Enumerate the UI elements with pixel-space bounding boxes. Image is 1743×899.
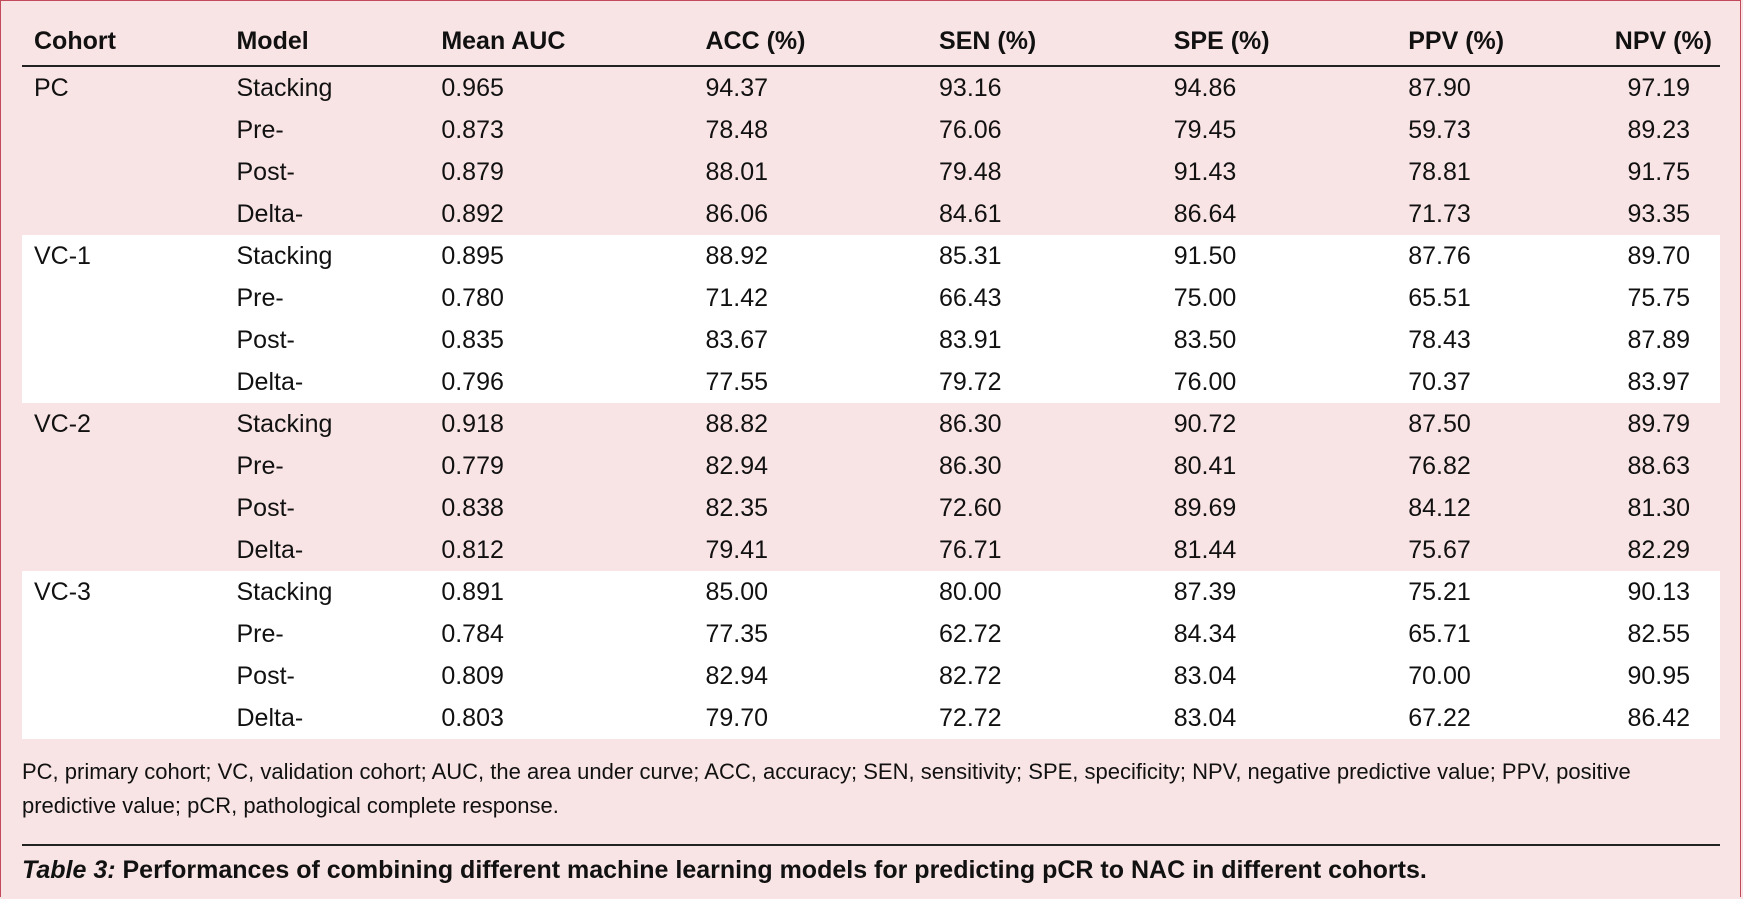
cell-spe: 89.69 [1134,487,1368,529]
cell-sen: 72.60 [899,487,1134,529]
cell-ppv: 78.81 [1368,151,1603,193]
cell-sen: 79.48 [899,151,1134,193]
cell-sen: 76.71 [899,529,1134,571]
cell-cohort [22,529,224,571]
cell-mean-auc: 0.891 [429,571,665,613]
cell-model: Post- [224,655,429,697]
table-header-row [22,18,1720,66]
header-acc: ACC (%) [666,18,900,66]
cell-model: Delta- [224,193,429,235]
cell-acc: 88.92 [666,235,900,277]
cell-ppv: 87.50 [1368,403,1603,445]
cell-mean-auc: 0.803 [429,697,665,739]
cell-model: Delta- [224,361,429,403]
cell-npv: 89.70 [1603,235,1720,277]
cell-acc: 71.42 [666,277,900,319]
cell-sen: 83.91 [899,319,1134,361]
cell-npv: 88.63 [1603,445,1720,487]
cell-cohort [22,151,224,193]
cell-sen: 93.16 [899,66,1134,109]
table-row [22,571,1720,613]
cell-spe: 83.50 [1134,319,1368,361]
header-model: Model [224,18,429,66]
cell-cohort: PC [22,66,224,109]
cell-model: Delta- [224,529,429,571]
cell-cohort [22,487,224,529]
cell-ppv: 75.21 [1368,571,1603,613]
table-row [22,529,1720,571]
cell-mean-auc: 0.780 [429,277,665,319]
cell-mean-auc: 0.892 [429,193,665,235]
cell-model: Stacking [224,403,429,445]
cell-npv: 83.97 [1603,361,1720,403]
table-row [22,109,1720,151]
cell-model: Stacking [224,66,429,109]
cell-acc: 77.55 [666,361,900,403]
cell-acc: 86.06 [666,193,900,235]
cell-mean-auc: 0.809 [429,655,665,697]
table-row [22,319,1720,361]
cell-ppv: 70.37 [1368,361,1603,403]
cell-model: Stacking [224,571,429,613]
cell-spe: 91.43 [1134,151,1368,193]
cell-model: Stacking [224,235,429,277]
cell-npv: 93.35 [1603,193,1720,235]
cell-sen: 82.72 [899,655,1134,697]
cell-spe: 91.50 [1134,235,1368,277]
cell-acc: 79.70 [666,697,900,739]
cell-mean-auc: 0.784 [429,613,665,655]
cell-model: Post- [224,151,429,193]
cell-mean-auc: 0.796 [429,361,665,403]
cell-acc: 94.37 [666,66,900,109]
cell-npv: 97.19 [1603,66,1720,109]
cell-mean-auc: 0.879 [429,151,665,193]
table-row [22,655,1720,697]
cell-sen: 72.72 [899,697,1134,739]
caption-text: Performances of combining different machine learning models for predicting pCR to NAC in different cohorts. [122,856,1427,884]
cell-spe: 90.72 [1134,403,1368,445]
cell-acc: 82.94 [666,445,900,487]
cell-sen: 66.43 [899,277,1134,319]
cell-ppv: 70.00 [1368,655,1603,697]
cell-npv: 91.75 [1603,151,1720,193]
cell-acc: 82.94 [666,655,900,697]
cell-model: Post- [224,319,429,361]
cell-spe: 83.04 [1134,655,1368,697]
caption-label: Table 3: [22,856,116,884]
cell-sen: 86.30 [899,445,1134,487]
cell-ppv: 67.22 [1368,697,1603,739]
cell-npv: 82.29 [1603,529,1720,571]
cell-ppv: 59.73 [1368,109,1603,151]
cell-acc: 77.35 [666,613,900,655]
cell-ppv: 75.67 [1368,529,1603,571]
table-body [22,66,1720,739]
cell-ppv: 71.73 [1368,193,1603,235]
cell-mean-auc: 0.873 [429,109,665,151]
cell-cohort [22,109,224,151]
table-row [22,613,1720,655]
header-mean-auc: Mean AUC [429,18,665,66]
cell-cohort [22,193,224,235]
cell-cohort: VC-3 [22,571,224,613]
header-cohort: Cohort [22,18,224,66]
table-row [22,403,1720,445]
cell-mean-auc: 0.838 [429,487,665,529]
cell-cohort: VC-2 [22,403,224,445]
cell-npv: 89.23 [1603,109,1720,151]
table-row [22,487,1720,529]
cell-cohort [22,277,224,319]
performance-table [22,18,1720,739]
cell-model: Pre- [224,613,429,655]
cell-sen: 76.06 [899,109,1134,151]
table-caption [22,852,1427,888]
caption-divider [22,844,1720,846]
cell-mean-auc: 0.918 [429,403,665,445]
cell-npv: 87.89 [1603,319,1720,361]
header-spe: SPE (%) [1134,18,1368,66]
cell-spe: 83.04 [1134,697,1368,739]
cell-mean-auc: 0.779 [429,445,665,487]
cell-ppv: 76.82 [1368,445,1603,487]
cell-acc: 83.67 [666,319,900,361]
cell-model: Post- [224,487,429,529]
cell-model: Pre- [224,445,429,487]
header-ppv: PPV (%) [1368,18,1603,66]
table-row [22,697,1720,739]
cell-spe: 75.00 [1134,277,1368,319]
cell-spe: 87.39 [1134,571,1368,613]
cell-spe: 94.86 [1134,66,1368,109]
cell-sen: 62.72 [899,613,1134,655]
cell-spe: 79.45 [1134,109,1368,151]
cell-npv: 81.30 [1603,487,1720,529]
cell-ppv: 87.76 [1368,235,1603,277]
cell-mean-auc: 0.965 [429,66,665,109]
table-row [22,193,1720,235]
cell-ppv: 84.12 [1368,487,1603,529]
cell-sen: 85.31 [899,235,1134,277]
cell-acc: 78.48 [666,109,900,151]
cell-spe: 80.41 [1134,445,1368,487]
cell-cohort [22,445,224,487]
cell-sen: 80.00 [899,571,1134,613]
cell-mean-auc: 0.895 [429,235,665,277]
cell-acc: 88.82 [666,403,900,445]
table-footnote: PC, primary cohort; VC, validation cohort; AUC, the area under curve; ACC, accuracy; SEN, sensitivity; SPE, specificity; NPV, negative predictive value; PPV, positive predictive value; pCR, pathological complete response. [22,759,1631,818]
cell-cohort: VC-1 [22,235,224,277]
cell-spe: 86.64 [1134,193,1368,235]
cell-npv: 90.95 [1603,655,1720,697]
cell-acc: 88.01 [666,151,900,193]
cell-cohort [22,361,224,403]
cell-npv: 75.75 [1603,277,1720,319]
cell-cohort [22,655,224,697]
cell-ppv: 78.43 [1368,319,1603,361]
cell-sen: 84.61 [899,193,1134,235]
cell-npv: 90.13 [1603,571,1720,613]
cell-cohort [22,319,224,361]
table-row [22,277,1720,319]
cell-mean-auc: 0.812 [429,529,665,571]
cell-acc: 79.41 [666,529,900,571]
cell-npv: 86.42 [1603,697,1720,739]
cell-cohort [22,697,224,739]
table-row [22,66,1720,109]
cell-npv: 89.79 [1603,403,1720,445]
cell-spe: 81.44 [1134,529,1368,571]
cell-ppv: 65.51 [1368,277,1603,319]
cell-npv: 82.55 [1603,613,1720,655]
cell-model: Pre- [224,109,429,151]
cell-sen: 86.30 [899,403,1134,445]
cell-sen: 79.72 [899,361,1134,403]
cell-ppv: 87.90 [1368,66,1603,109]
cell-spe: 84.34 [1134,613,1368,655]
cell-acc: 85.00 [666,571,900,613]
cell-acc: 82.35 [666,487,900,529]
cell-model: Pre- [224,277,429,319]
cell-model: Delta- [224,697,429,739]
cell-spe: 76.00 [1134,361,1368,403]
table-row [22,445,1720,487]
cell-mean-auc: 0.835 [429,319,665,361]
table-row [22,235,1720,277]
table-row [22,151,1720,193]
cell-ppv: 65.71 [1368,613,1603,655]
cell-cohort [22,613,224,655]
table-row [22,361,1720,403]
header-sen: SEN (%) [899,18,1134,66]
header-npv: NPV (%) [1603,18,1720,66]
